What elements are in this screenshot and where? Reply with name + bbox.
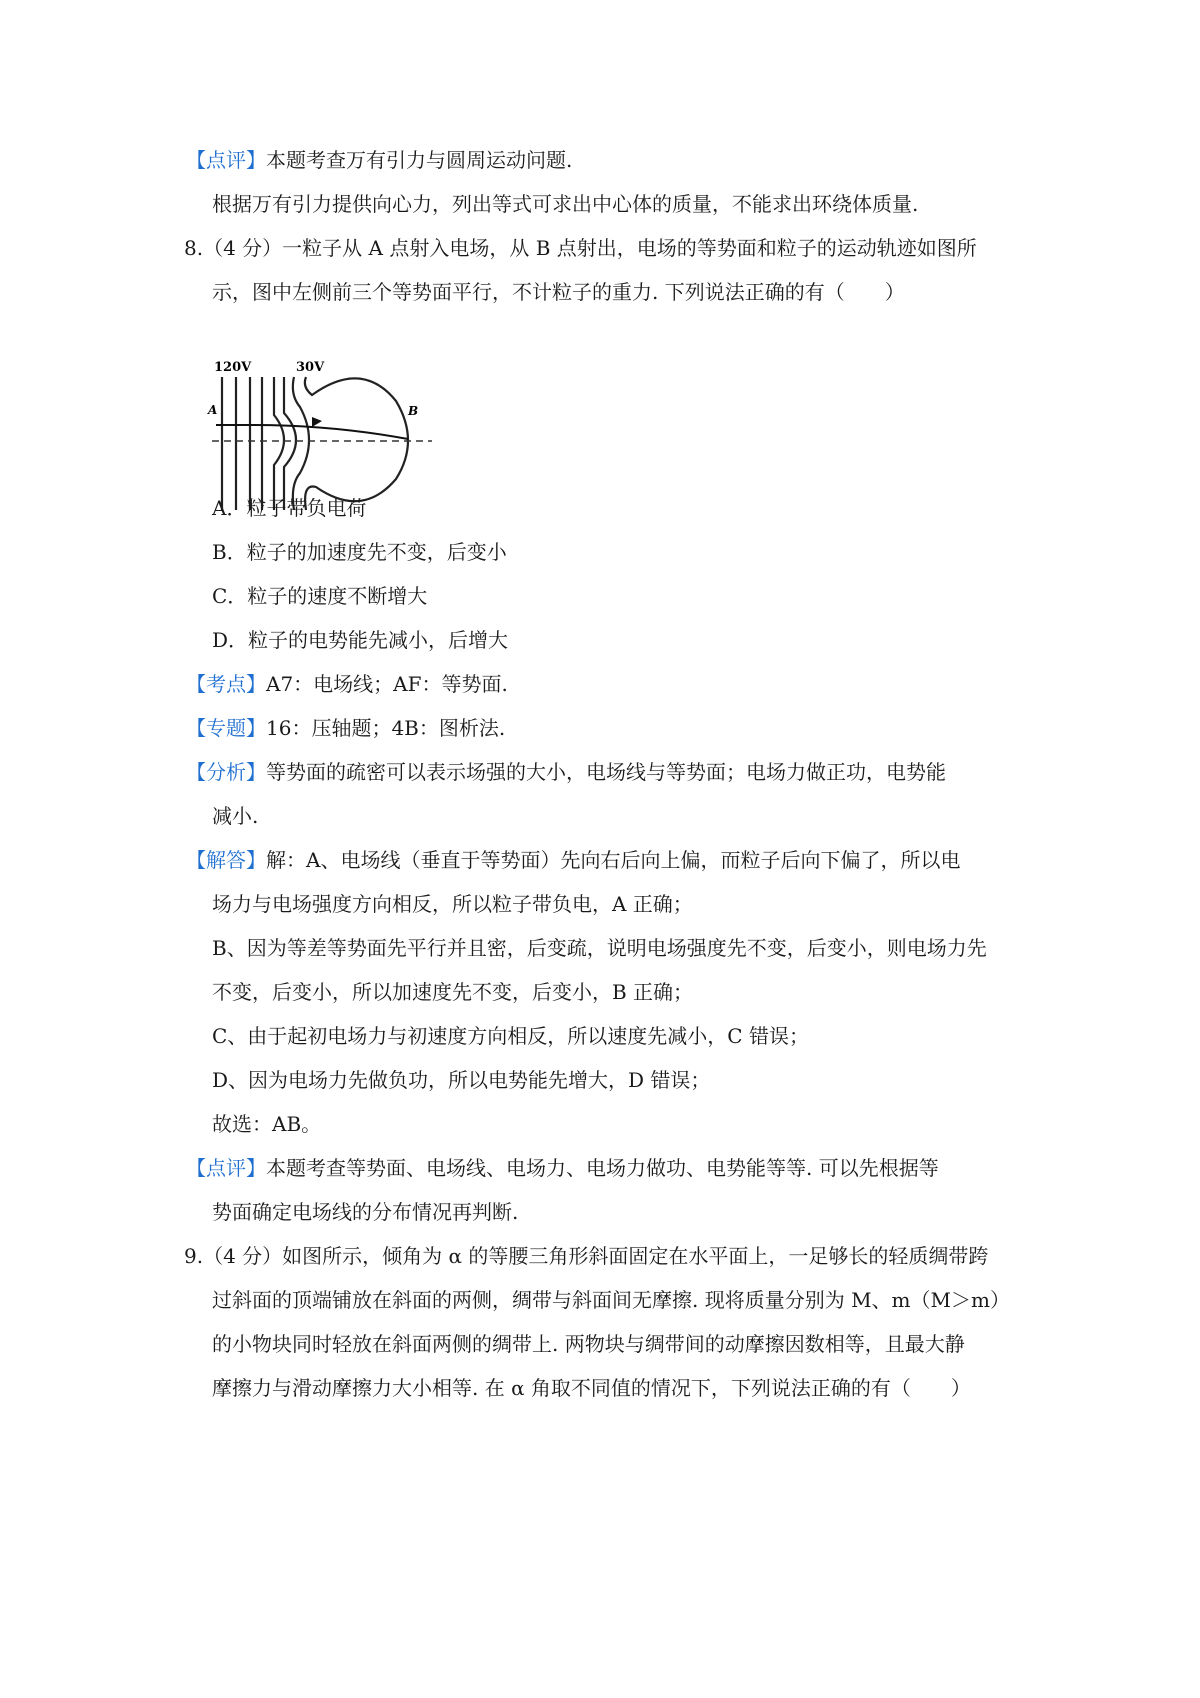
q8-jieda-line4: 不变，后变小，所以加速度先不变，后变小，B 正确； bbox=[212, 980, 694, 1004]
q8-option-b: B．粒子的加速度先不变，后变小 bbox=[212, 540, 507, 564]
q9-number: 9. bbox=[184, 1244, 204, 1268]
equipotential-figure bbox=[208, 355, 432, 515]
equipotential-lines bbox=[222, 377, 408, 510]
kaodian-tag: 【考点】 bbox=[186, 672, 266, 696]
kaodian-text: A7：电场线；AF：等势面. bbox=[266, 672, 508, 696]
review-text: 本题考查万有引力与圆周运动问题. bbox=[266, 148, 573, 172]
label-120v: 120V bbox=[214, 360, 252, 375]
review-q7-line2: 根据万有引力提供向心力，列出等式可求出中心体的质量，不能求出环绕体质量. bbox=[212, 192, 919, 216]
q8-jieda-line3: B、因为等差等势面先平行并且密，后变疏，说明电场强度先不变，后变小，则电场力先 bbox=[212, 936, 987, 960]
q9-stem-line4: 摩擦力与滑动摩擦力大小相等. 在 α 角取不同值的情况下，下列说法正确的有（ ） bbox=[212, 1376, 971, 1400]
q8-dianping-line1 bbox=[186, 1154, 939, 1182]
jieda-tag: 【解答】 bbox=[186, 848, 266, 872]
q8-stem-line1 bbox=[184, 234, 977, 262]
q8-jieda-line6: D、因为电场力先做负功，所以电势能先增大，D 错误； bbox=[212, 1068, 711, 1092]
q9-stem-line3: 的小物块同时轻放在斜面两侧的绸带上. 两物块与绸带间的动摩擦因数相等，且最大静 bbox=[212, 1332, 965, 1356]
q8-option-c: C．粒子的速度不断增大 bbox=[212, 584, 428, 608]
label-30v: 30V bbox=[296, 360, 325, 375]
review-tag: 【点评】 bbox=[186, 148, 266, 172]
particle-trajectory bbox=[216, 425, 408, 439]
q8-jieda-line7: 故选：AB。 bbox=[212, 1112, 322, 1136]
review-q7-line bbox=[186, 146, 572, 174]
q9-stem-line2: 过斜面的顶端铺放在斜面的两侧，绸带与斜面间无摩擦. 现将质量分别为 M、m（M＞m） bbox=[212, 1288, 1010, 1312]
q8-kaodian bbox=[186, 670, 508, 698]
zhuanti-text: 16：压轴题；4B：图析法. bbox=[266, 716, 506, 740]
q8-jieda-line5: C、由于起初电场力与初速度方向相反，所以速度先减小，C 错误； bbox=[212, 1024, 809, 1048]
q9-stem-line1 bbox=[184, 1242, 988, 1270]
fenxi-text1: 等势面的疏密可以表示场强的大小，电场线与等势面；电场力做正功，电势能 bbox=[266, 760, 946, 784]
q8-zhuanti bbox=[186, 714, 505, 742]
jieda-text1: 解：A、电场线（垂直于等势面）先向右后向上偏，而粒子后向下偏了，所以电 bbox=[266, 848, 961, 872]
q8-fenxi-line2: 减小. bbox=[212, 804, 259, 828]
trajectory-arrow-icon bbox=[312, 417, 322, 427]
q8-jieda-line2: 场力与电场强度方向相反，所以粒子带负电，A 正确； bbox=[212, 892, 693, 916]
q8-option-d: D．粒子的电势能先减小，后增大 bbox=[212, 628, 509, 652]
q8-jieda-line1 bbox=[186, 846, 960, 874]
q8-fenxi-line1 bbox=[186, 758, 946, 786]
dianping-text1: 本题考查等势面、电场线、电场力、电场力做功、电势能等等. 可以先根据等 bbox=[266, 1156, 939, 1180]
dianping-tag: 【点评】 bbox=[186, 1156, 266, 1180]
q8-number: 8. bbox=[184, 236, 204, 260]
q9-stem-text1: （4 分）如图所示，倾角为 α 的等腰三角形斜面固定在水平面上，一足够长的轻质绸带跨 bbox=[203, 1244, 989, 1268]
q8-stem-text1: （4 分）一粒子从 A 点射入电场，从 B 点射出，电场的等势面和粒子的运动轨迹如图所 bbox=[203, 236, 977, 260]
label-a: A bbox=[208, 403, 218, 417]
zhuanti-tag: 【专题】 bbox=[186, 716, 266, 740]
q8-stem-line2: 示，图中左侧前三个等势面平行，不计粒子的重力. 下列说法正确的有（ ） bbox=[212, 280, 905, 304]
q8-option-a: A．粒子带负电荷 bbox=[212, 496, 367, 520]
fenxi-tag: 【分析】 bbox=[186, 760, 266, 784]
q8-dianping-line2: 势面确定电场线的分布情况再判断. bbox=[212, 1200, 519, 1224]
label-b: B bbox=[408, 404, 419, 418]
